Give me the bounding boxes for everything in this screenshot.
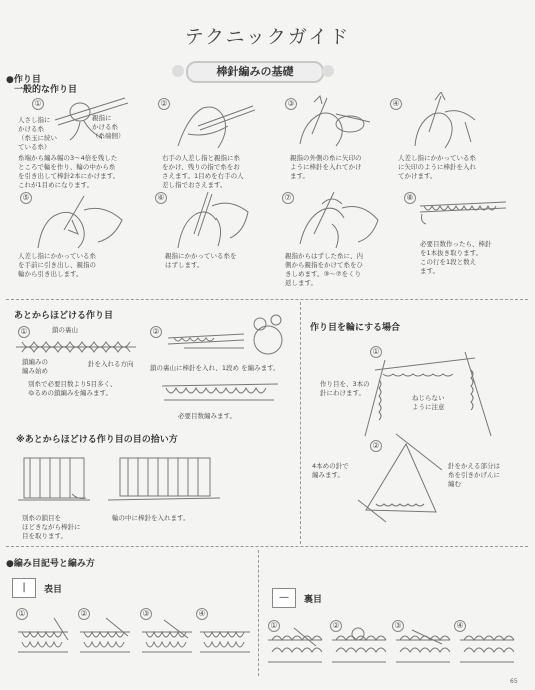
page-number: 65 xyxy=(510,678,518,685)
pickup-step-2-caption: 輪の中に棒針を入れます。 xyxy=(112,514,190,522)
round-step-1-illustration xyxy=(355,340,495,440)
pickup-heading: ※あとからほどける作り目の目の拾い方 xyxy=(16,435,178,445)
cast-on-step-8-illustration xyxy=(418,196,508,226)
step-number: ② xyxy=(330,620,342,632)
flower-icon xyxy=(322,65,334,77)
cast-on-step-3-illustration xyxy=(292,94,372,149)
purl-steps-illustration xyxy=(264,626,530,670)
chain-start-label: 鎖編みの 編み始め xyxy=(22,358,48,375)
chain-back-label: 鎖の裏山 xyxy=(52,326,78,334)
needle-direction-label: 針を入れる方向 xyxy=(88,360,134,368)
round-step-2-caption: 4本めの針で 編みます。 xyxy=(312,462,349,479)
step-number: ⑦ xyxy=(282,192,294,204)
pickup-step-1-caption: 別糸の鎖目を ほどきながら棒針に 目を取ります。 xyxy=(22,514,81,540)
step-number: ③ xyxy=(140,608,152,620)
flower-icon xyxy=(172,65,184,77)
cast-on-step-2-illustration xyxy=(168,96,258,151)
step-3-caption: 親指の外側の糸に矢印の ように棒針を入れてかけ ます。 xyxy=(290,154,362,180)
step-1-label-thumb-yarn: 親指に かける糸 （糸端側） xyxy=(92,114,125,140)
step-number: ④ xyxy=(390,98,402,110)
step-8-caption: 必要目数作ったら、棒針 を1本抜き取ります。 この行を1段と数え ます。 xyxy=(420,240,492,275)
provisional-count-caption: 必要目数編みます。 xyxy=(178,412,236,420)
step-number: ① xyxy=(370,346,382,358)
round-heading: 作り目を輪にする場合 xyxy=(310,323,401,333)
step-number: ② xyxy=(158,98,170,110)
page-title: テクニックガイド xyxy=(184,26,351,48)
step-number: ① xyxy=(16,608,28,620)
step-2-caption: 右手の人差し指と親指に糸 をかけ、残りの指で糸をお さえます。1目めを右手の人 差し指でおさえます。 xyxy=(162,154,244,189)
step-number: ⑤ xyxy=(20,192,32,204)
cast-on-step-4-illustration xyxy=(405,92,485,150)
step-number: ② xyxy=(78,608,90,620)
section-badge: 棒針編みの基礎 xyxy=(186,61,324,83)
section-divider xyxy=(6,546,528,547)
step-4-caption: 人差し指にかかっている糸 に矢印のように棒針を入れ てかけます。 xyxy=(398,154,476,180)
cast-on-step-7-illustration xyxy=(292,188,382,250)
knit-label: 表目 xyxy=(44,585,63,595)
provisional-knitted-illustration xyxy=(160,378,280,406)
step-number: ① xyxy=(268,620,280,632)
purl-symbol: — xyxy=(272,588,296,608)
section-divider xyxy=(6,299,528,300)
provisional-heading: あとからほどける作り目 xyxy=(14,311,114,321)
knit-symbol: | xyxy=(12,578,36,598)
step-number: ③ xyxy=(392,620,404,632)
round-step-1-note: ねじらない ように注意 xyxy=(412,394,445,411)
cast-on-step-5-illustration xyxy=(28,190,128,250)
knit-steps-illustration xyxy=(14,616,254,660)
pickup-step-2-illustration xyxy=(104,454,224,510)
step-number: ④ xyxy=(454,620,466,632)
chain-illustration xyxy=(14,336,139,358)
step-number: ① xyxy=(18,326,30,338)
section-divider-vertical xyxy=(300,302,301,544)
step-number: ② xyxy=(150,326,162,338)
step-1-label-index-yarn: 人さし指に かける糸 （糸玉に続い ている糸） xyxy=(18,116,57,151)
step-5-caption: 人差し指にかかっている糸 を手前に引き出し、親指の 輪から引き出します。 xyxy=(18,252,96,278)
step-6-caption: 親指にかかっている糸を はずします。 xyxy=(165,252,237,269)
provisional-step-1-caption: 別糸で必要目数より5目多く、 ゆるめの鎖編みを編みます。 xyxy=(28,380,117,397)
cast-on-step-6-illustration xyxy=(168,188,258,250)
section-divider-vertical xyxy=(258,550,259,676)
cast-on-subheading: 一般的な作り目 xyxy=(14,85,78,95)
provisional-step-2-caption: 鎖の裏山に棒針を入れ、1段め を編みます。 xyxy=(150,364,280,372)
round-step-2-illustration xyxy=(356,430,446,530)
step-7-caption: 親指からはずした糸に、内 側から親指をかけて糸をひ きしめます。③～⑦をくり 返します。 xyxy=(285,252,363,287)
round-step-2-note: 針をかえる部分は 糸を引きかげんに 編む xyxy=(448,462,500,488)
step-number: ② xyxy=(370,440,382,452)
round-step-1-caption: 作り目を、3本の 針にわけます。 xyxy=(320,380,370,397)
step-number: ① xyxy=(32,98,44,110)
step-number: ④ xyxy=(196,608,208,620)
pickup-step-1-illustration xyxy=(14,454,94,514)
cast-on-heading: ●作り目 xyxy=(6,75,41,85)
provisional-step-2-illustration xyxy=(164,308,294,368)
symbols-heading: ●編み目記号と編み方 xyxy=(6,559,95,569)
step-1-caption: 糸端から編み幅の3～4倍を残した ところで輪を作り、輪の中から糸 を引き出して棒針2本にかけます。 これが1目めになります。 xyxy=(18,154,120,189)
purl-label: 裏目 xyxy=(304,595,323,605)
step-number: ⑧ xyxy=(404,192,416,204)
step-number: ⑥ xyxy=(155,192,167,204)
step-number: ③ xyxy=(285,98,297,110)
cast-on-steps xyxy=(0,92,535,302)
